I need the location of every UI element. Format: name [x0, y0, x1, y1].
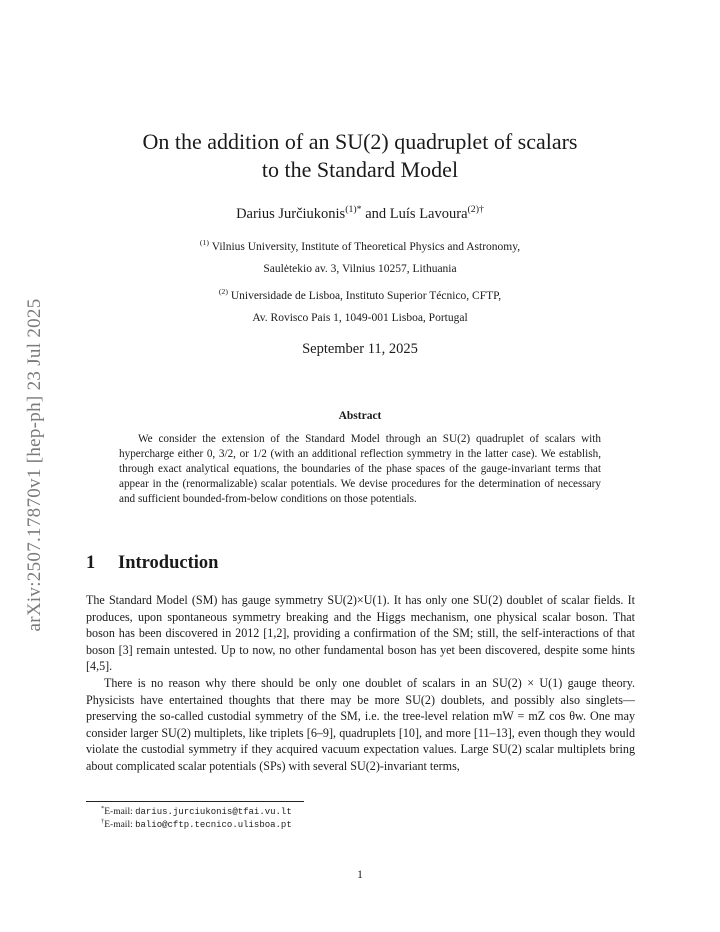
- section-number: 1: [86, 553, 96, 573]
- arxiv-stamp-text: arXiv:2507.17870v1 [hep-ph] 23 Jul 2025: [24, 298, 45, 632]
- footnote-1-mark: *: [101, 804, 105, 812]
- footnote-1-label: E-mail:: [104, 807, 133, 817]
- section-heading: [86, 553, 218, 574]
- abstract-heading: Abstract: [338, 410, 382, 422]
- section-title: Introduction: [118, 553, 219, 573]
- body-text: [86, 592, 635, 775]
- affiliation-2-line-1: Universidade de Lisboa, Instituto Superior Técnico, CFTP,: [230, 290, 502, 302]
- title-line-2: to the Standard Model: [261, 157, 459, 182]
- footnote-rule: [86, 801, 304, 802]
- date: September 11, 2025: [302, 341, 418, 357]
- paper-title: [0, 128, 720, 184]
- footnote-2-email: balio@cftp.tecnico.ulisboa.pt: [135, 820, 292, 830]
- author-1: Darius Jurčiukonis: [236, 206, 346, 222]
- affiliation-1-line-2: Saulėtekio av. 3, Vilnius 10257, Lithuania: [263, 263, 457, 275]
- title-line-1: On the addition of an SU(2) quadruplet of scalars: [142, 129, 578, 154]
- footnote-2: [101, 819, 292, 831]
- author-1-mark: (1)*: [345, 204, 362, 216]
- paragraph-1: The Standard Model (SM) has gauge symmetry SU(2)×U(1). It has only one SU(2) doublet of scalar fields. It produces, upon spontaneous symmetry breaking and the Higgs mechanism, one physical scalar boson. That boson has been discovered in 2012 [1,2], providing a confirmation of the SM; still, the self-interactions of that boson [3] remain untested. Up to now, no other fundamental boson has yet been discovered, despite some hints [4,5].: [86, 593, 635, 674]
- abstract-text: We consider the extension of the Standard Model through an SU(2) quadruplet of scalars with hypercharge either 0, 3/2, or 1/2 (with an additional reflection symmetry in the latter case). We establish, through exact analytical equations, the boundaries of the phase spaces of the gauge-invariant terms that appear in the (renormalizable) scalar potentials. We devise procedures for the determination of necessary and sufficient bounded-from-below conditions on those potentials.: [119, 433, 601, 505]
- footnote-2-label: E-mail:: [104, 820, 133, 830]
- author-2: Luís Lavoura: [389, 206, 468, 222]
- affiliation-2-line-2: Av. Rovisco Pais 1, 1049-001 Lisboa, Portugal: [252, 312, 468, 324]
- author-2-mark: (2)†: [467, 204, 484, 216]
- footnote-1-email: darius.jurciukonis@tfai.vu.lt: [135, 807, 292, 817]
- authors: [0, 206, 720, 223]
- author-conjunction: and: [365, 206, 387, 222]
- page-number: 1: [357, 869, 363, 881]
- affiliation-2-mark: (2): [218, 287, 228, 297]
- footnote-2-mark: †: [101, 817, 105, 825]
- paragraph-2: There is no reason why there should be only one doublet of scalars in an SU(2) × U(1) gauge theory. Physicists have entertained thoughts that there may be more SU(2) doublets, and possibly also singlets—preserving the so-called custodial symmetry of the SM, i.e. the tree-level relation mW = mZ cos θw. One may consider larger SU(2) multiplets, like triplets [6–9], quadruplets [10], and more [11–13], even though they would violate the custodial symmetry if they acquired vacuum expectation values. Large SU(2) scalar multiplets bring about complicated scalar potentials (SPs) with several SU(2)-invariant terms,: [86, 675, 635, 773]
- affiliation-2: [0, 285, 720, 329]
- affiliation-1: [0, 236, 720, 280]
- footnote-1: [101, 806, 292, 818]
- affiliation-1-mark: (1): [199, 238, 210, 248]
- affiliation-1-line-1: Vilnius University, Institute of Theoretical Physics and Astronomy,: [211, 241, 521, 253]
